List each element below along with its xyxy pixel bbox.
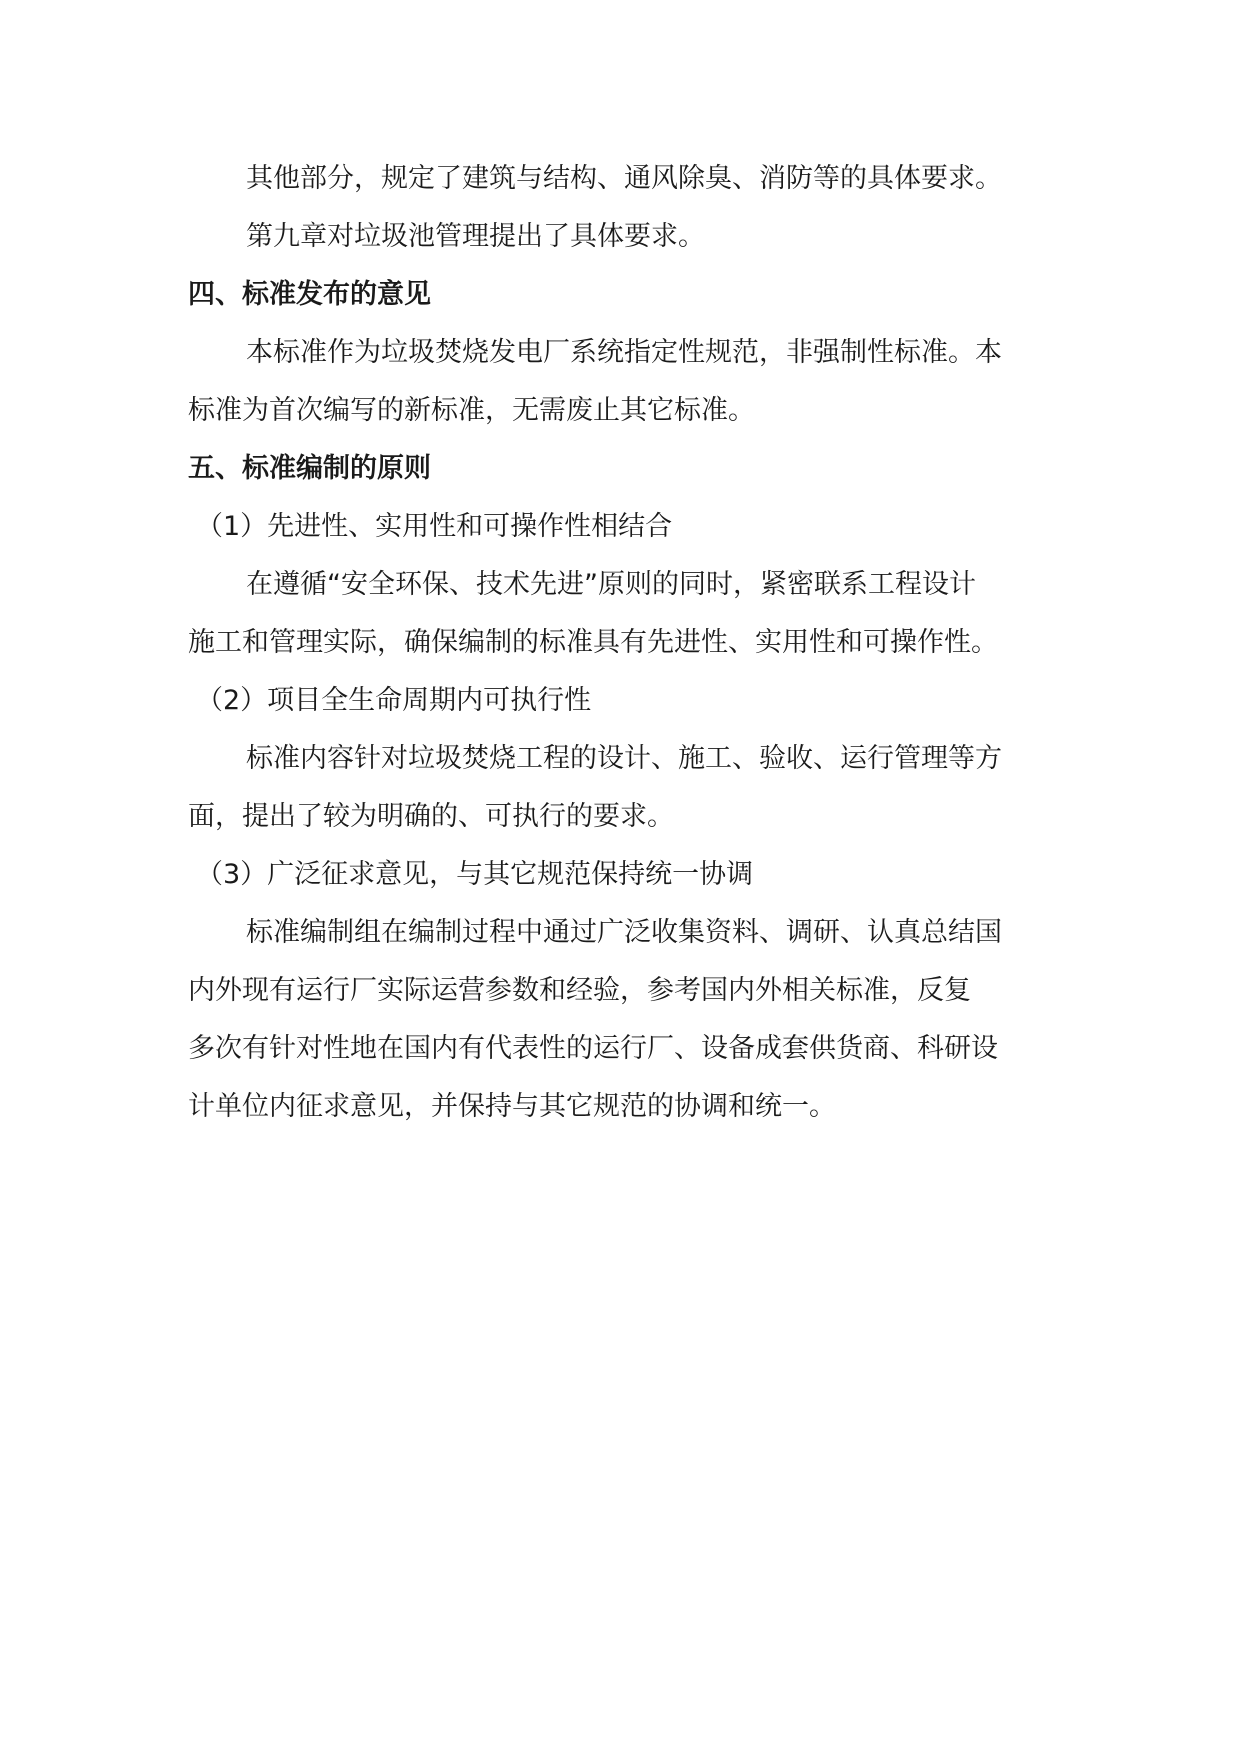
- paragraph-line: 标准内容针对垃圾焚烧工程的设计、施工、验收、运行管理等方: [246, 743, 1002, 774]
- paragraph-line: 标准编制组在编制过程中通过广泛收集资料、调研、认真总结国: [246, 917, 1002, 948]
- paragraph-line: 在遵循“安全环保、技术先进”原则的同时，紧密联系工程设计: [246, 569, 976, 600]
- paragraph-line: 第九章对垃圾池管理提出了具体要求。: [246, 221, 705, 252]
- paragraph-line: 其他部分，规定了建筑与结构、通风除臭、消防等的具体要求。: [246, 163, 1002, 194]
- paragraph-line: 标准为首次编写的新标准，无需废止其它标准。: [188, 395, 755, 426]
- subheading-1: （1）先进性、实用性和可操作性相结合: [196, 511, 673, 542]
- section-heading-5: 五、标准编制的原则: [188, 453, 431, 484]
- paragraph-line: 内外现有运行厂实际运营参数和经验，参考国内外相关标准，反复: [188, 975, 971, 1006]
- paragraph-line: 面，提出了较为明确的、可执行的要求。: [188, 801, 674, 832]
- paragraph-line: 本标准作为垃圾焚烧发电厂系统指定性规范，非强制性标准。本: [246, 337, 1002, 368]
- paragraph-line: 多次有针对性地在国内有代表性的运行厂、设备成套供货商、科研设: [188, 1033, 998, 1064]
- document-body: [188, 150, 1070, 1136]
- subheading-3: （3）广泛征求意见，与其它规范保持统一协调: [196, 859, 754, 890]
- paragraph-line: 施工和管理实际，确保编制的标准具有先进性、实用性和可操作性。: [188, 627, 998, 658]
- subheading-2: （2）项目全生命周期内可执行性: [196, 685, 592, 716]
- paragraph-line: 计单位内征求意见，并保持与其它规范的协调和统一。: [188, 1091, 836, 1122]
- section-heading-4: 四、标准发布的意见: [188, 279, 431, 310]
